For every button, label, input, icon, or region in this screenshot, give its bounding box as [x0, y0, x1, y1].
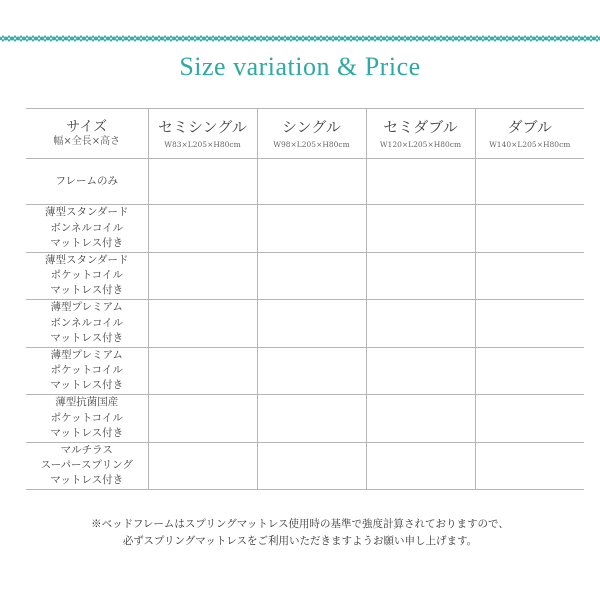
column-header-name: セミシングル [158, 118, 247, 136]
table-row [26, 442, 584, 490]
row-label-line: 薄型スタンダード [44, 206, 129, 219]
table-row [26, 159, 584, 205]
price-cell [148, 300, 257, 348]
row-label-standard-pocket [26, 252, 148, 300]
table-row [26, 252, 584, 300]
column-header-dimensions: W140×L205×H80cm [489, 140, 571, 149]
price-cell [366, 395, 475, 443]
price-cell [257, 442, 366, 490]
column-header-name: セミダブル [383, 118, 458, 136]
footnote-line: ※ベッドフレームはスプリングマットレス使用時の基準で強度計算されておりますので、 [91, 518, 509, 530]
column-header-semi-single [148, 109, 257, 159]
price-cell [257, 300, 366, 348]
table-row [26, 300, 584, 348]
price-cell [475, 347, 584, 395]
row-label-line: 薄型スタンダード [44, 253, 129, 266]
row-label-line: 薄型プレミアム [50, 348, 123, 361]
price-cell [257, 205, 366, 253]
row-label-premium-bonnell [26, 300, 148, 348]
row-label-line: ポケットコイル [50, 269, 123, 282]
price-cell [257, 252, 366, 300]
price-cell [148, 395, 257, 443]
price-cell [257, 347, 366, 395]
column-header-double [475, 109, 584, 159]
row-label-line: ボンネルコイル [50, 221, 124, 234]
column-header-name: ダブル [507, 118, 552, 136]
page-title: Size variation & Price [179, 52, 421, 81]
price-cell [475, 159, 584, 205]
column-header-single [257, 109, 366, 159]
price-cell [257, 395, 366, 443]
price-cell [366, 300, 475, 348]
row-label-line: マットレス付き [50, 284, 124, 297]
price-cell [366, 159, 475, 205]
price-cell [475, 442, 584, 490]
column-header-semi-double [366, 109, 475, 159]
row-label-line: マットレス付き [50, 426, 124, 439]
price-cell [148, 347, 257, 395]
size-price-table [26, 108, 584, 490]
price-cell [148, 442, 257, 490]
column-header-name: シングル [282, 118, 341, 136]
row-label-line: ボンネルコイル [50, 316, 124, 329]
table-row [26, 205, 584, 253]
price-cell [475, 205, 584, 253]
size-label-header-name: サイズ [66, 118, 108, 135]
price-cell [366, 205, 475, 253]
price-cell [148, 159, 257, 205]
price-cell [366, 442, 475, 490]
row-label-premium-pocket [26, 347, 148, 395]
table-row [26, 395, 584, 443]
row-label-line: ポケットコイル [50, 364, 123, 377]
row-label-line: 薄型抗菌国産 [55, 396, 119, 409]
column-header-dimensions: W120×L205×H80cm [379, 140, 462, 149]
footnote-line: 必ずスプリングマットレスをご利用いただきますようお願い申し上げます。 [122, 534, 478, 547]
row-label-line: フレームのみ [55, 174, 119, 187]
row-label-antibacterial-pocket [26, 395, 148, 443]
price-cell [366, 347, 475, 395]
column-header-dimensions: W83×L205×H80cm [164, 140, 241, 149]
row-label-line: マットレス付き [50, 474, 124, 487]
size-label-header [26, 109, 148, 159]
row-label-line: 薄型プレミアム [50, 301, 123, 314]
row-label-multilath-super-spring [26, 442, 148, 490]
table-row [26, 347, 584, 395]
size-label-header-sub: 幅×全長×高さ [53, 136, 121, 148]
price-cell [366, 252, 475, 300]
row-label-line: ポケットコイル [50, 411, 123, 424]
row-label-line: マルチラス [60, 443, 113, 456]
footnote [0, 516, 600, 550]
table-header-row [26, 109, 584, 159]
price-cell [475, 252, 584, 300]
price-cell [148, 252, 257, 300]
row-label-frame-only [26, 159, 148, 205]
price-cell [257, 159, 366, 205]
row-label-line: マットレス付き [50, 236, 124, 249]
price-cell [148, 205, 257, 253]
row-label-line: マットレス付き [50, 379, 124, 392]
row-label-line: マットレス付き [50, 331, 124, 344]
price-cell [475, 300, 584, 348]
column-header-dimensions: W98×L205×H80cm [273, 140, 350, 149]
price-cell [475, 395, 584, 443]
row-label-line: スーパースプリング [40, 459, 133, 472]
row-label-standard-bonnell [26, 205, 148, 253]
decorative-top-border [0, 34, 600, 44]
